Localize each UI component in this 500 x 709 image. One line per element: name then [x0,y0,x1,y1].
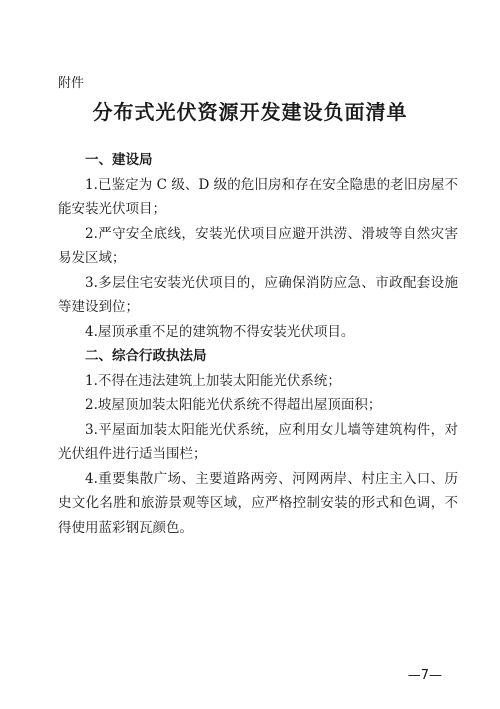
list-item: 2.严守安全底线，安装光伏项目应避开洪涝、滑坡等自然灾害易发区域； [58,225,458,266]
list-item: 1.不得在违法建筑上加装太阳能光伏系统； [85,372,341,389]
document-title: 分布式光伏资源开发建设负面清单 [92,100,408,124]
document-body [58,148,458,540]
list-item: 2.坡屋顶加装太阳能光伏系统不得超出屋顶面积； [85,397,382,413]
list-item: 4.屋顶承重不足的建筑物不得安装光伏项目。 [85,323,355,340]
page-number: —7— [407,668,442,683]
section-heading-enforcement: 二、综合行政执法局 [85,348,207,364]
list-item: 4.重要集散广场、主要道路两旁、河网两岸、村庄主入口、历史文化名胜和旅游景观等区域，应严格控制安装的形式和色调，不得使用蓝彩钢瓦颜色。 [58,470,458,536]
attachment-label: 附件 [58,76,85,91]
list-item: 3.多层住宅安装光伏项目的，应确保消防应急、市政配套设施等建设到位； [58,274,458,315]
list-item: 3.平屋面加装太阳能光伏系统，应利用女儿墙等建筑构件，对光伏组件进行适当围栏； [58,421,458,462]
section-heading-construction: 一、建设局 [85,152,153,168]
list-item: 1.已鉴定为 C 级、D 级的危旧房和存在安全隐患的老旧房屋不能安装光伏项目； [58,176,458,217]
